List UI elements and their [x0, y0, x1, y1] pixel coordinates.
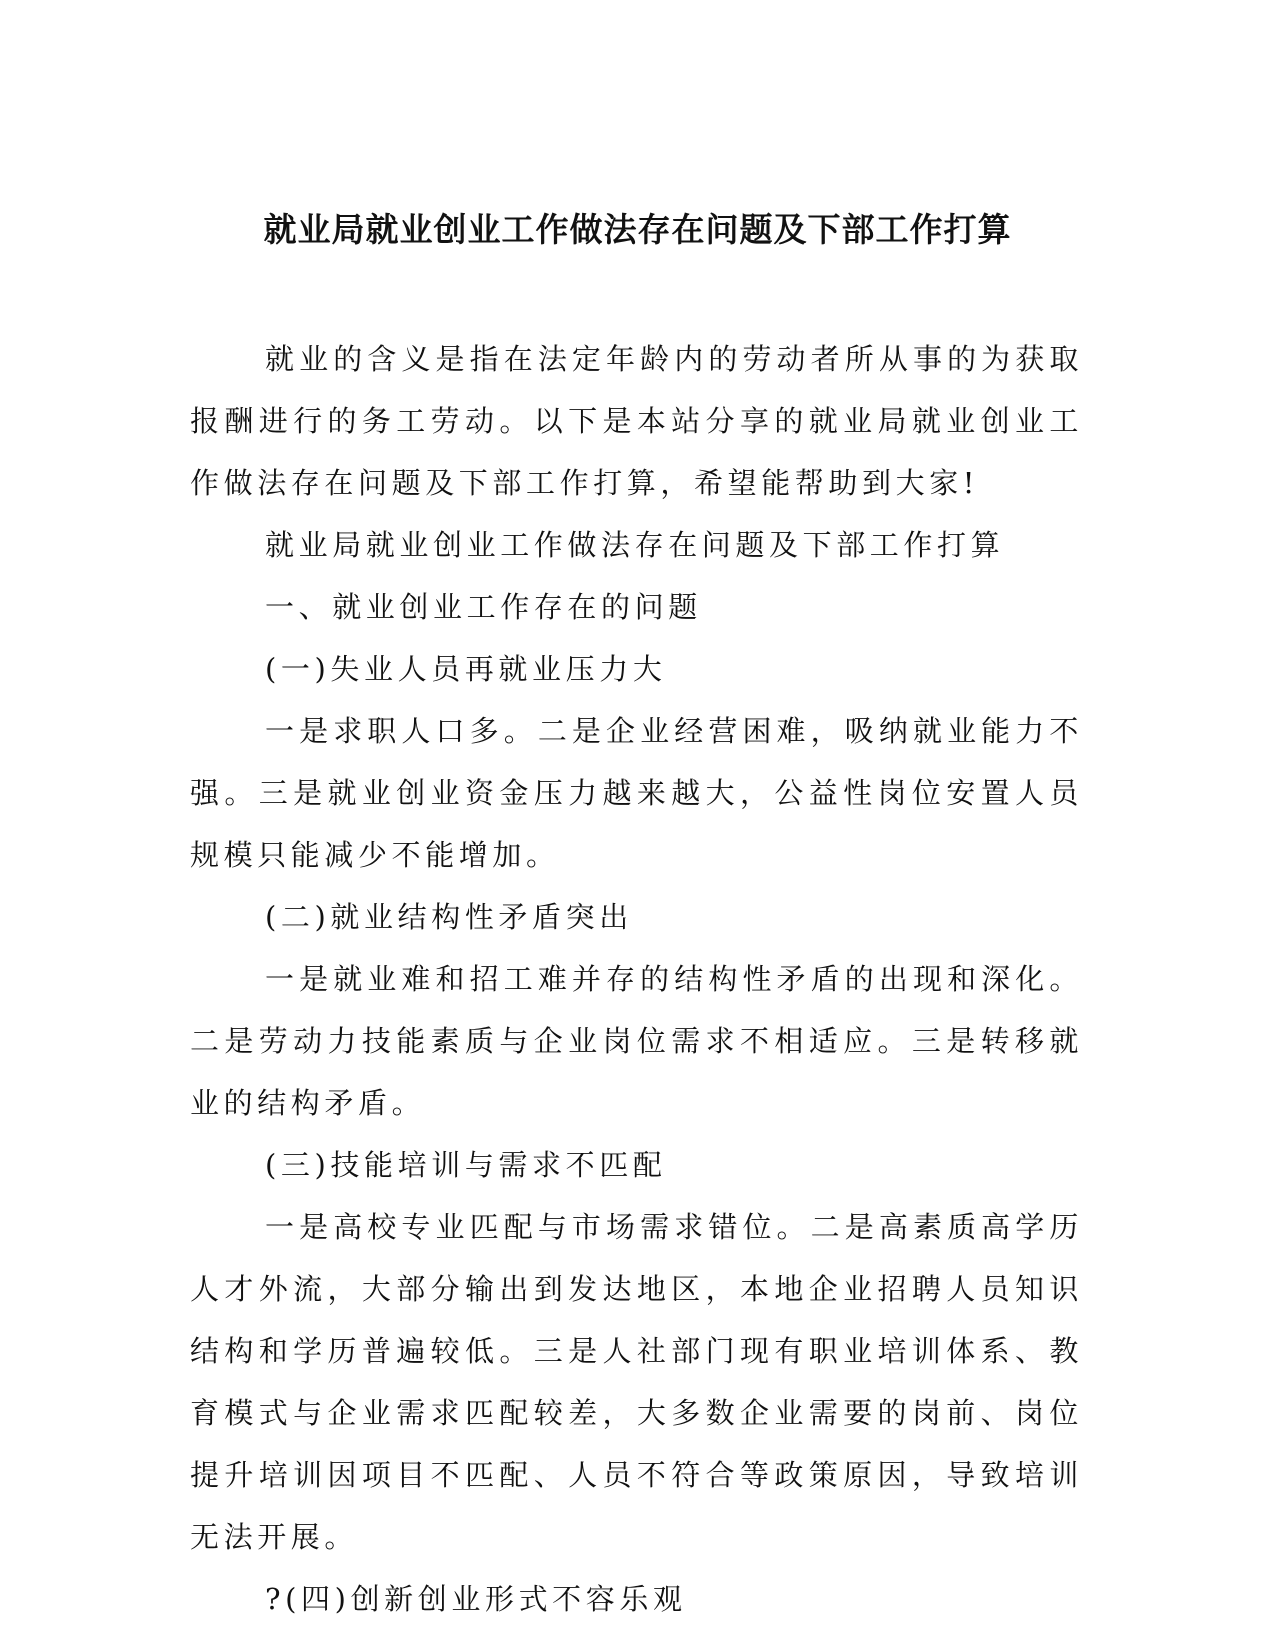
paragraph-2: 一是就业难和招工难并存的结构性矛盾的出现和深化。二是劳动力技能素质与企业岗位需求不相适应。三是转移就业的结构矛盾。: [190, 962, 1083, 1120]
paragraph-1: 一是求职人口多。二是企业经营困难，吸纳就业能力不强。三是就业创业资金压力越来越大，公益性岗位安置人员规模只能减少不能增加。: [190, 714, 1083, 872]
paragraph-subtitle: 就业局就业创业工作做法存在问题及下部工作打算: [265, 528, 1005, 562]
subsection-heading-3: (三)技能培训与需求不匹配: [265, 1148, 667, 1182]
subsection-heading-2: (二)就业结构性矛盾突出: [265, 900, 633, 934]
section-heading-1: 一、就业创业工作存在的问题: [265, 590, 702, 624]
document-body: [190, 328, 1083, 1630]
document-title: 就业局就业创业工作做法存在问题及下部工作打算: [263, 210, 1012, 249]
subsection-heading-4: ?(四)创新创业形式不容乐观: [265, 1582, 687, 1616]
paragraph-intro: 就业的含义是指在法定年龄内的劳动者所从事的为获取报酬进行的务工劳动。以下是本站分享的就业局就业创业工作做法存在问题及下部工作打算，希望能帮助到大家!: [190, 342, 1083, 500]
paragraph-3: 一是高校专业匹配与市场需求错位。二是高素质高学历人才外流，大部分输出到发达地区，本地企业招聘人员知识结构和学历普遍较低。三是人社部门现有职业培训体系、教育模式与企业需求匹配较差，大多数企业需要的岗前、岗位提升培训因项目不匹配、人员不符合等政策原因，导致培训无法开展。: [190, 1210, 1083, 1554]
subsection-heading-1: (一)失业人员再就业压力大: [265, 652, 667, 686]
